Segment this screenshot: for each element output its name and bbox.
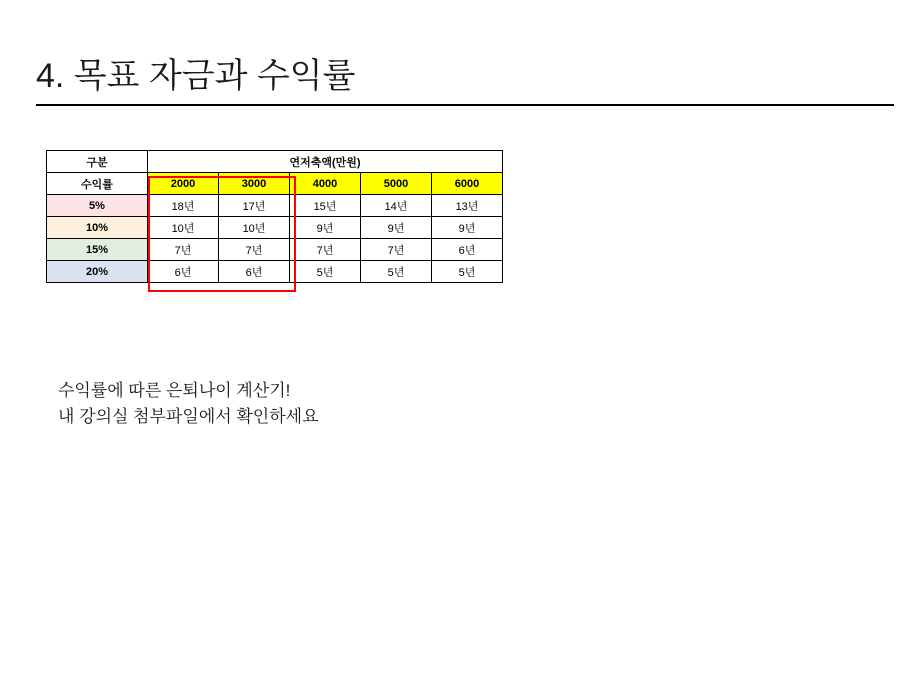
table-row <box>47 173 503 195</box>
table-row <box>47 239 503 261</box>
cell-10-2000: 10년 <box>148 217 219 239</box>
column-header-6000: 6000 <box>432 173 503 195</box>
cell-5-2000: 18년 <box>148 195 219 217</box>
table-row <box>47 261 503 283</box>
table-row <box>47 217 503 239</box>
title-divider <box>36 104 894 106</box>
column-header-2000: 2000 <box>148 173 219 195</box>
savings-years-table <box>46 150 503 283</box>
cell-15-3000: 7년 <box>219 239 290 261</box>
cell-5-6000: 13년 <box>432 195 503 217</box>
cell-20-5000: 5년 <box>361 261 432 283</box>
row-label-20: 20% <box>47 261 148 283</box>
column-header-4000: 4000 <box>290 173 361 195</box>
column-header-3000: 3000 <box>219 173 290 195</box>
cell-15-2000: 7년 <box>148 239 219 261</box>
cell-5-5000: 14년 <box>361 195 432 217</box>
table-row <box>47 151 503 173</box>
note-line-1: 수익률에 따른 은퇴나이 계산기! <box>58 381 291 400</box>
row-label-5: 5% <box>47 195 148 217</box>
table-group-header: 연저축액(만원) <box>148 151 503 173</box>
note-text <box>58 378 319 430</box>
row-label-10: 10% <box>47 217 148 239</box>
cell-15-4000: 7년 <box>290 239 361 261</box>
cell-10-6000: 9년 <box>432 217 503 239</box>
table-row-header-label: 수익률 <box>47 173 148 195</box>
table-row <box>47 195 503 217</box>
cell-20-3000: 6년 <box>219 261 290 283</box>
cell-10-4000: 9년 <box>290 217 361 239</box>
cell-10-3000: 10년 <box>219 217 290 239</box>
column-header-5000: 5000 <box>361 173 432 195</box>
cell-15-5000: 7년 <box>361 239 432 261</box>
table-corner-label: 구분 <box>47 151 148 173</box>
cell-20-4000: 5년 <box>290 261 361 283</box>
note-line-2: 내 강의실 첨부파일에서 확인하세요 <box>58 407 319 426</box>
page-title: 4. 목표 자금과 수익률 <box>36 57 356 95</box>
savings-table-wrapper <box>46 150 503 283</box>
cell-20-6000: 5년 <box>432 261 503 283</box>
cell-20-2000: 6년 <box>148 261 219 283</box>
row-label-15: 15% <box>47 239 148 261</box>
cell-5-4000: 15년 <box>290 195 361 217</box>
cell-10-5000: 9년 <box>361 217 432 239</box>
cell-5-3000: 17년 <box>219 195 290 217</box>
cell-15-6000: 6년 <box>432 239 503 261</box>
